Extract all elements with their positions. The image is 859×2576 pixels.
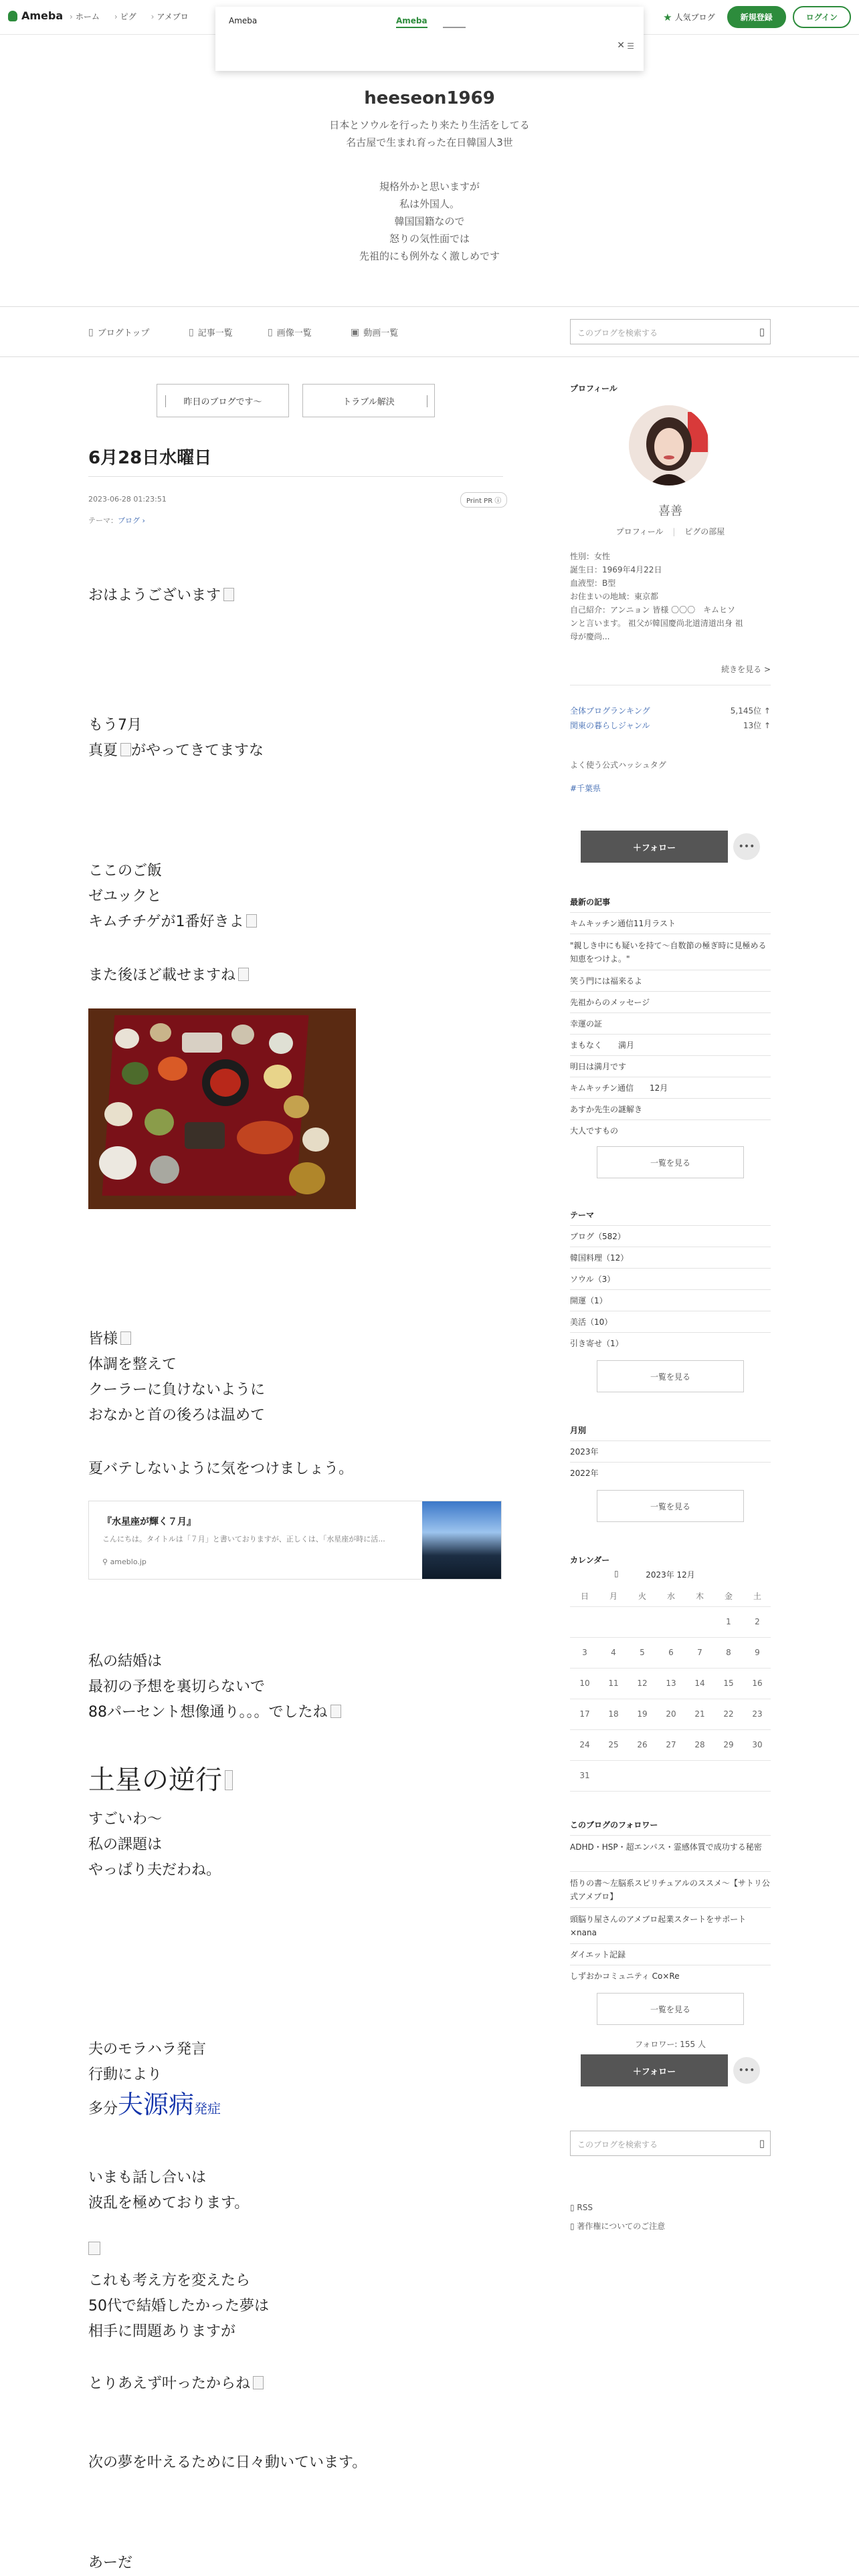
calendar-day[interactable]: 7 — [697, 1648, 702, 1657]
hashtag-link[interactable]: #千葉県 — [570, 784, 601, 793]
photo-dish — [122, 1062, 149, 1085]
avatar-image — [629, 405, 709, 486]
theme-link[interactable]: ソウル（3） — [570, 1275, 615, 1284]
photo-dish — [182, 1033, 222, 1053]
photo-dish — [302, 1128, 329, 1152]
paragraph: あーだ — [88, 2555, 133, 2571]
calendar-day[interactable]: 26 — [637, 1740, 648, 1749]
hashtag-heading: よく使う公式ハッシュタグ — [570, 760, 666, 770]
calendar-weekday: 日 — [580, 1592, 589, 1601]
photo-dish — [158, 1057, 187, 1081]
pig-room-link[interactable]: ピグの部屋 — [684, 527, 725, 536]
profile-info: 性別：女性 誕生日：1969年4月22日 血液型：B型 お住まいの地域：東京都 自己紹介：アンニョン 皆様 〇〇〇 キムヒソ ンと言います。 祖父が韓国慶尚北道清道出身 祖 母が慶尚... — [570, 552, 743, 641]
paragraph: 皆様 体調を整えて クーラーに負けないように おなかと首の後ろは温めて — [88, 1331, 266, 1424]
dropdown-tab[interactable]: Ameba — [396, 16, 427, 28]
emoji-image — [223, 588, 234, 601]
calendar-day[interactable]: 8 — [726, 1648, 731, 1657]
home-icon: ▯ — [88, 326, 94, 338]
link-card-thumbnail — [422, 1501, 501, 1579]
entry-date: 2023-06-28 01:23:51 — [88, 495, 167, 504]
photo-dish — [150, 1023, 171, 1042]
calendar-day[interactable]: 10 — [579, 1679, 590, 1688]
calendar-row-divider — [570, 1760, 771, 1761]
chevron-right-icon: › — [140, 516, 145, 525]
followers-list-more-button[interactable]: 一覧を見る — [597, 1993, 744, 2025]
photo-dish — [284, 1095, 309, 1118]
calendar-day[interactable]: 23 — [752, 1709, 763, 1719]
calendar-weekday: 月 — [609, 1592, 617, 1601]
follower-blog-link[interactable]: ADHD・HSP・超エンパス・霊感体質で成功する秘密 — [570, 1842, 762, 1852]
link-card-url: ⚲ ameblo.jp — [102, 1558, 147, 1566]
photo-dish — [289, 1162, 325, 1194]
photo-dish — [104, 1102, 132, 1126]
calendar-row-divider — [570, 1637, 771, 1638]
genre-link[interactable]: 関東の暮らしジャンル — [570, 721, 650, 730]
theme-link[interactable]: 韓国料理（12） — [570, 1253, 629, 1263]
calendar-day[interactable]: 17 — [579, 1709, 590, 1719]
follower-count: フォロワー: 155 人 — [635, 2040, 706, 2049]
calendar-day[interactable]: 25 — [608, 1740, 619, 1749]
avatar[interactable] — [629, 405, 709, 486]
photo-dish — [210, 1069, 241, 1097]
calendar-weekday: 土 — [753, 1592, 761, 1601]
star-icon: ★ — [663, 11, 672, 23]
recent-entry-link[interactable]: "親しき中にも疑いを持て〜自数節の極ぎ時に見極める知恵をつけよ。" — [570, 941, 767, 964]
login-button[interactable]: ログイン — [793, 6, 851, 28]
paragraph: ここのご飯 ゼユックと キムチチゲが1番好きよ — [88, 859, 257, 935]
ranking-link[interactable]: 全体ブログランキング — [570, 706, 650, 716]
blog-title[interactable]: heeseon1969 — [364, 88, 495, 108]
photo-dish — [231, 1025, 254, 1045]
photo-dish — [145, 1109, 174, 1136]
nav-image-list[interactable]: ▯ 画像一覧 — [268, 326, 312, 338]
paragraph: また後ほど載せますね — [88, 963, 249, 988]
calendar-day[interactable]: 24 — [579, 1740, 590, 1749]
recent-entry-link[interactable]: キムキッチン通信11月ラスト — [570, 919, 676, 928]
rss-icon: ▯ — [570, 2203, 577, 2212]
emoji-image — [238, 968, 249, 981]
heading-large: 土星の逆行 — [88, 1761, 233, 1799]
calendar-day[interactable]: 4 — [611, 1648, 616, 1657]
print-pr-badge[interactable]: Print PR ⓘ — [460, 492, 507, 508]
blog-nav — [0, 306, 859, 357]
paragraph: 私の結婚は 最初の予想を裏切らないで 88パーセント想像通り。。。でしたね — [88, 1649, 341, 1725]
calendar-row-divider — [570, 1606, 771, 1607]
calendar-day[interactable]: 2 — [755, 1617, 760, 1626]
title-divider — [88, 476, 503, 477]
calendar-weekday: 火 — [638, 1592, 646, 1601]
paragraph: 多分夫源病発症 — [88, 2090, 221, 2119]
emoji-image — [246, 914, 257, 928]
calendar-weekday: 金 — [724, 1592, 733, 1601]
embedded-image — [88, 2242, 107, 2260]
ameba-logo-icon — [8, 11, 17, 21]
photo-dish — [185, 1122, 225, 1149]
paragraph: おはようございます — [88, 583, 234, 609]
emoji-image — [120, 1331, 131, 1345]
copyright-link[interactable]: ▯ 著作権についてのご注意 — [570, 2222, 666, 2231]
nav-pigg[interactable]: › ピグ — [114, 11, 136, 22]
close-icon[interactable]: ✕ — [617, 40, 625, 51]
calendar-title: 2023年 12月 — [646, 1570, 695, 1580]
read-more-link[interactable]: 続きを見る > — [721, 665, 771, 674]
recent-list-more-button[interactable]: 一覧を見る — [597, 1146, 744, 1178]
emphasis-text: 発症 — [194, 2101, 221, 2117]
emoji-image — [330, 1705, 341, 1718]
calendar-row-divider — [570, 1668, 771, 1669]
search-icon[interactable]: ▯ — [759, 2137, 765, 2149]
nav-home[interactable]: › ホーム — [70, 11, 100, 22]
calendar-row-divider — [570, 1729, 771, 1730]
info-icon: ▯ — [570, 2222, 577, 2231]
ranking-genre: 関東の暮らしジャンル 13位 ↑ — [570, 721, 771, 730]
monthly-list-more-button[interactable]: 一覧を見る — [597, 1490, 744, 1522]
calendar-day[interactable]: 5 — [640, 1648, 645, 1657]
header-actions — [663, 6, 851, 28]
recent-entry-link[interactable]: 大人ですもの — [570, 1126, 619, 1136]
month-link[interactable]: 2022年 — [570, 1469, 599, 1478]
calendar-weekday: 水 — [666, 1592, 675, 1601]
recent-entry-link[interactable]: 先祖からのメッセージ — [570, 998, 650, 1007]
paragraph: いまも話し合いは 波乱を極めております。 — [88, 2169, 250, 2212]
dropdown-panel — [215, 7, 644, 71]
calendar-day[interactable]: 6 — [668, 1648, 674, 1657]
blog-search-input[interactable]: このブログを検索する ▯ — [570, 319, 771, 344]
paragraph: とりあえず叶ったからね — [88, 2371, 264, 2397]
dropdown-divider — [443, 27, 466, 28]
popular-blog-link[interactable]: ★ 人気ブログ — [663, 11, 715, 23]
theme-link[interactable]: ブログ — [118, 516, 140, 525]
video-icon: ▣ — [351, 326, 360, 338]
calendar-day[interactable]: 13 — [666, 1679, 676, 1688]
emphasis-text: 夫源病 — [118, 2090, 195, 2119]
calendar-day[interactable]: 20 — [666, 1709, 676, 1719]
recent-entry-link[interactable]: キムキッチン通信 12月 — [570, 1083, 668, 1093]
month-link[interactable]: 2023年 — [570, 1447, 599, 1457]
photo-dish — [115, 1029, 139, 1049]
photo-dish — [237, 1121, 293, 1154]
nav-entry-list[interactable]: ▯ 記事一覧 — [189, 326, 233, 338]
link-card-description: こんにちは。タイトルは「７月」と書いておりますが、正しくは、「水星座が時に活... — [102, 1535, 385, 1543]
theme-link[interactable]: 開運（1） — [570, 1296, 607, 1305]
rss-link[interactable]: ▯ RSS — [570, 2203, 593, 2212]
nav-ameblo[interactable]: › アメブロ — [151, 11, 189, 22]
nav-blog-top[interactable]: ▯ ブログトップ — [88, 326, 150, 338]
recent-entry-link[interactable]: 幸運の証 — [570, 1019, 603, 1029]
sidebar-search-input[interactable]: このブログを検索する ▯ — [570, 2131, 771, 2156]
paragraph: 夏バテしないように気をつけましょう。 — [88, 1461, 354, 1477]
calendar-day[interactable]: 28 — [694, 1740, 705, 1749]
emoji-image — [225, 1770, 233, 1790]
calendar-day[interactable]: 15 — [723, 1679, 734, 1688]
calendar-day[interactable]: 11 — [608, 1679, 619, 1688]
recent-entry-link[interactable]: 笑う門には福来るよ — [570, 976, 643, 986]
menu-icon[interactable]: ☰ — [627, 41, 634, 51]
link-card[interactable] — [88, 1501, 502, 1580]
calendar-day[interactable]: 9 — [755, 1648, 760, 1657]
search-icon[interactable]: ▯ — [759, 326, 765, 338]
calendar-day[interactable]: 16 — [752, 1679, 763, 1688]
more-options-button-bottom[interactable]: ••• — [733, 2057, 760, 2084]
calendar-day[interactable]: 18 — [608, 1709, 619, 1719]
calendar-day[interactable]: 12 — [637, 1679, 648, 1688]
calendar-day[interactable]: 21 — [694, 1709, 705, 1719]
dropdown-label: Ameba — [229, 16, 258, 25]
calendar-day[interactable]: 29 — [723, 1740, 734, 1749]
recent-entry-link[interactable]: まもなく 満月 — [570, 1041, 635, 1050]
calendar-prev-icon[interactable]: ▯ — [614, 1569, 619, 1578]
calendar-heading: カレンダー — [570, 1555, 610, 1565]
link-icon: ⚲ — [102, 1558, 110, 1566]
theme-list-more-button[interactable]: 一覧を見る — [597, 1360, 744, 1392]
follower-blog-link[interactable]: 頭脳り屋さんのアメブロ起業スタートをサポート×nana — [570, 1915, 747, 1937]
chevron-left-icon — [165, 395, 166, 407]
more-options-button[interactable]: ••• — [733, 833, 760, 860]
calendar-day[interactable]: 3 — [582, 1648, 587, 1657]
profile-heading: プロフィール — [570, 384, 617, 393]
photo-dish — [150, 1156, 179, 1184]
paragraph: すごいわ〜 私の課題は やっぱり夫だわね。 — [88, 1811, 221, 1879]
calendar-day[interactable]: 1 — [726, 1617, 731, 1626]
entry-title[interactable]: 6月28日水曜日 — [88, 448, 212, 468]
emoji-image — [253, 2376, 264, 2389]
broken-image-icon — [88, 2242, 100, 2255]
calendar-day[interactable]: 31 — [579, 1771, 590, 1780]
emoji-image — [120, 743, 131, 756]
entry-theme: テーマ：ブログ › — [88, 516, 145, 525]
follower-blog-link[interactable]: しずおかコミュニティ Co×Re — [570, 1971, 680, 1981]
recent-entry-link[interactable]: 明日は満月です — [570, 1062, 627, 1071]
blog-description: 日本とソウルを行ったり来たり生活をしてる 名古屋で生まれ育った在日韓国人3世 — [329, 119, 530, 148]
follower-blog-link[interactable]: ダイエット記録 — [570, 1950, 626, 1959]
theme-link[interactable]: 美活（10） — [570, 1317, 613, 1327]
profile-links: プロフィール | ピグの部屋 — [615, 527, 725, 536]
next-entry-button[interactable]: トラブル解決 — [302, 384, 435, 417]
profile-name[interactable]: 喜善 — [658, 504, 682, 518]
paragraph: もう7月 真夏 がやってきてますな — [88, 717, 264, 759]
ranking-overall: 全体ブログランキング 5,145位 ↑ — [570, 706, 771, 716]
nav-video-list[interactable]: ▣ 動画一覧 — [351, 326, 399, 338]
theme-heading: テーマ — [570, 1210, 595, 1220]
follow-button-bottom[interactable]: ＋フォロー — [581, 2054, 728, 2086]
recent-entries-heading: 最新の記事 — [570, 897, 611, 907]
recent-entry-link[interactable]: あすか先生の謎解き — [570, 1105, 643, 1114]
photo-dish — [269, 1033, 293, 1054]
follow-button[interactable]: ＋フォロー — [581, 831, 728, 863]
calendar-day[interactable]: 30 — [752, 1740, 763, 1749]
paragraph: 次の夢を叶えるために日々動いています。 — [88, 2454, 367, 2471]
link-card-title: 『水星座が輝く７月』 — [102, 1517, 196, 1527]
ameba-logo[interactable]: Ameba — [8, 9, 63, 22]
followers-heading: このブログのフォロワー — [570, 1820, 658, 1830]
monthly-heading: 月別 — [570, 1426, 587, 1435]
theme-link[interactable]: 引き寄せ（1） — [570, 1339, 624, 1348]
theme-link[interactable]: ブログ（582） — [570, 1232, 626, 1241]
paragraph: 夫のモラハラ発言 行動により — [88, 2041, 207, 2083]
image-icon: ▯ — [268, 326, 273, 338]
blog-intro-poem: 規格外かと思いますが 私は外国人。 韓国国籍なので 怒りの気性面では 先祖的にも例外なく激しめです — [359, 181, 500, 262]
paragraph: これも考え方を変えたら 50代で結婚したかった夢は 相手に問題ありますが — [88, 2272, 269, 2340]
calendar-weekday: 木 — [695, 1592, 704, 1601]
calendar-day[interactable]: 14 — [694, 1679, 705, 1688]
register-button[interactable]: 新規登録 — [727, 6, 786, 28]
global-nav — [70, 11, 189, 22]
follower-blog-link[interactable]: 悟りの書〜左脳系スピリチュアルのススメ〜【サトリ公式アメブロ】 — [570, 1879, 770, 1901]
profile-link[interactable]: プロフィール — [615, 527, 664, 536]
calendar-day[interactable]: 27 — [666, 1740, 676, 1749]
calendar-day[interactable]: 22 — [723, 1709, 734, 1719]
photo-dish — [99, 1146, 136, 1180]
food-photo[interactable] — [88, 1008, 356, 1209]
prev-entry-button[interactable]: 昨日のブログです〜 — [157, 384, 289, 417]
calendar-day[interactable]: 19 — [637, 1709, 648, 1719]
calendar-row-divider — [570, 1791, 771, 1792]
calendar-grid — [570, 1586, 771, 1787]
photo-dish — [264, 1065, 292, 1089]
document-icon: ▯ — [189, 326, 194, 338]
